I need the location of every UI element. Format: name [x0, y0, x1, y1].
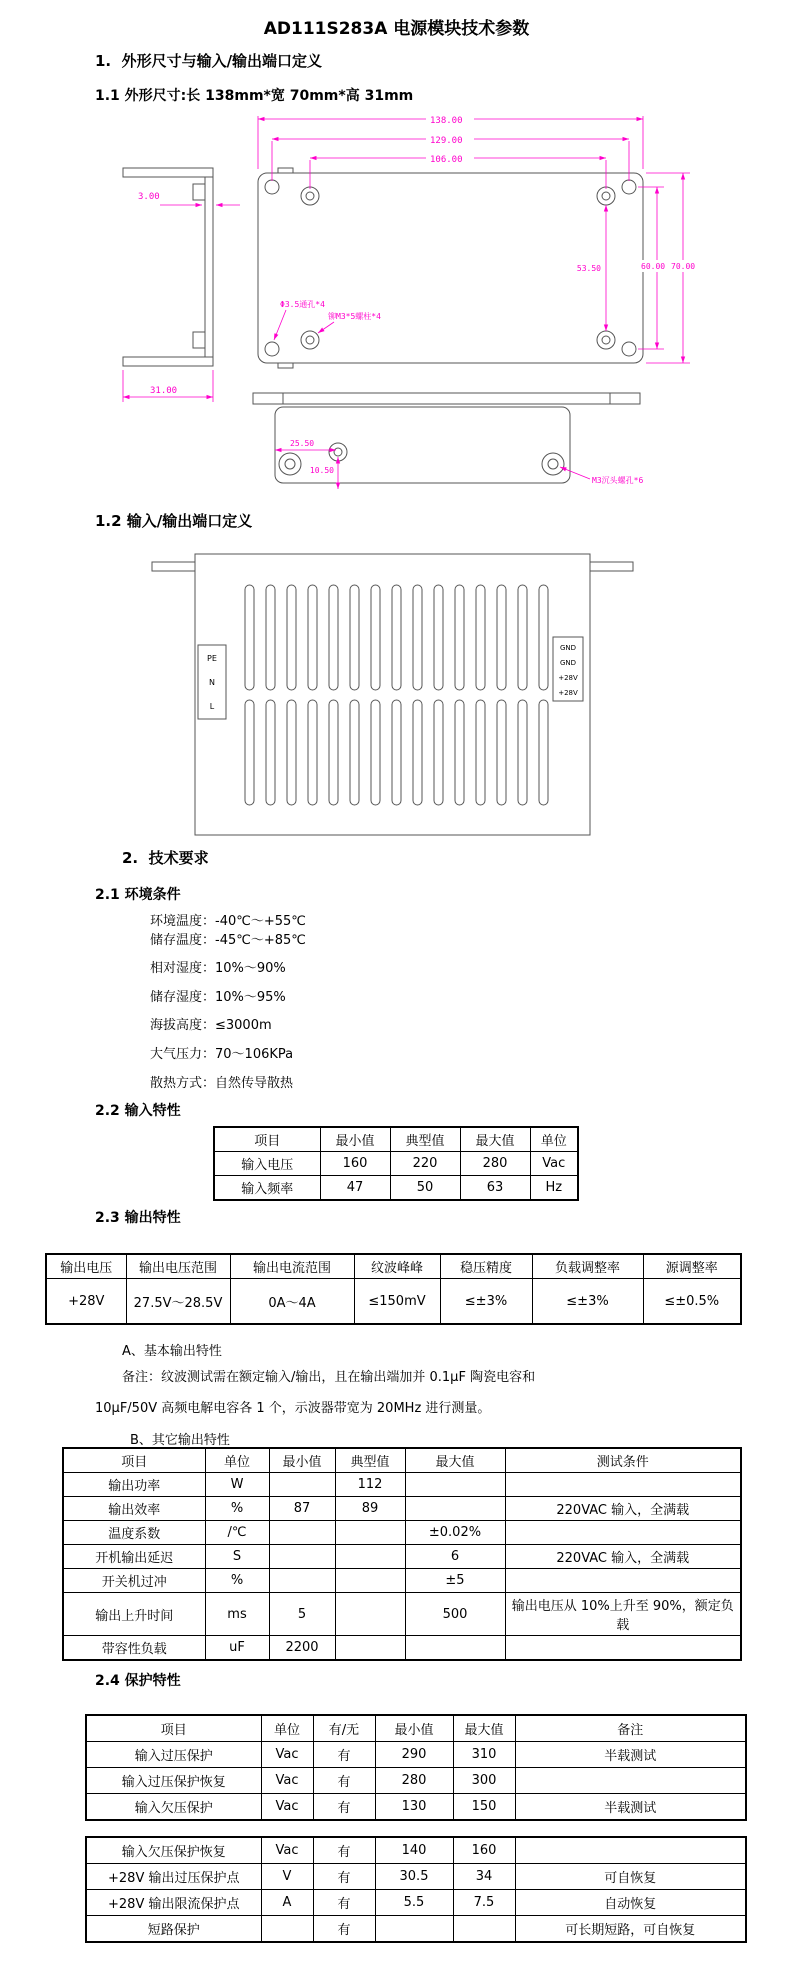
table-cell: ±5: [405, 1569, 505, 1593]
table-cell: 220VAC 输入，全满载: [505, 1545, 741, 1569]
table-header-cell: 最小值: [269, 1448, 335, 1473]
table-cell: 280: [460, 1152, 530, 1176]
side-view: [123, 168, 213, 366]
vent-slot: [287, 585, 296, 690]
table-cell: 140: [375, 1837, 453, 1864]
table-cell: [335, 1545, 405, 1569]
env-condition-line: 大气压力：70～106KPa: [150, 1047, 294, 1062]
table-cell: %: [205, 1569, 269, 1593]
vent-slot: [413, 585, 422, 690]
section-2-heading: 2. 技术要求: [122, 849, 209, 867]
vent-slot: [266, 700, 275, 805]
table-cell: [375, 1916, 453, 1943]
vent-slot: [434, 585, 443, 690]
vent-slot: [434, 700, 443, 805]
table-header-cell: 负载调整率: [532, 1254, 643, 1279]
table-cell: 6: [405, 1545, 505, 1569]
vent-slot: [392, 585, 401, 690]
dim-3: 3.00: [138, 192, 160, 202]
vent-slot: [245, 700, 254, 805]
table-cell: 输出效率: [63, 1497, 205, 1521]
table-cell: 160: [453, 1837, 515, 1864]
table-cell: 输入频率: [214, 1176, 320, 1201]
table-header-cell: 输出电流范围: [230, 1254, 354, 1279]
section-2-4-heading: 2.4 保护特性: [95, 1673, 181, 1689]
table-cell: [405, 1497, 505, 1521]
table-cell: 输入过压保护恢复: [86, 1768, 261, 1794]
table-header-cell: 最大值: [460, 1127, 530, 1152]
vent-slot: [329, 700, 338, 805]
output-terminal-block: [553, 637, 583, 701]
table-cell: [515, 1837, 746, 1864]
vent-slot: [371, 585, 380, 690]
table-cell: 2200: [269, 1636, 335, 1661]
table-cell: 短路保护: [86, 1916, 261, 1943]
table-cell: +28V: [46, 1279, 126, 1325]
table-header-cell: 输出电压: [46, 1254, 126, 1279]
table-cell: [405, 1636, 505, 1661]
table-cell: V: [261, 1864, 313, 1890]
table-row: [86, 1837, 746, 1864]
table-cell: [335, 1593, 405, 1636]
table-cell: 半载测试: [515, 1742, 746, 1768]
table-cell: 输出上升时间: [63, 1593, 205, 1636]
table-header-cell: 项目: [63, 1448, 205, 1473]
section-1-1-heading: 1.1 外形尺寸:长 138mm*宽 70mm*高 31mm: [95, 88, 414, 104]
table-cell: Vac: [530, 1152, 578, 1176]
section-1-heading: 1. 外形尺寸与输入/输出端口定义: [95, 52, 323, 70]
table-cell: 50: [390, 1176, 460, 1201]
vent-slot: [518, 700, 527, 805]
note-a: A、基本输出特性: [122, 1344, 222, 1359]
port-label-gnd-2: GND: [559, 659, 577, 667]
section-1-2-heading: 1.2 输入/输出端口定义: [95, 512, 253, 530]
table-header-cell: 项目: [214, 1127, 320, 1152]
port-definition-drawing: [140, 545, 640, 845]
env-condition-line: 环境温度：-40℃～+55℃: [150, 914, 306, 929]
vent-slot: [413, 700, 422, 805]
table-header-cell: 最小值: [375, 1715, 453, 1742]
top-view-dimensions: [258, 113, 698, 363]
table-cell: 30.5: [375, 1864, 453, 1890]
table-header-cell: 备注: [515, 1715, 746, 1742]
table-row: [63, 1545, 741, 1569]
table-header-cell: 最小值: [320, 1127, 390, 1152]
table-cell: %: [205, 1497, 269, 1521]
vent-slot: [350, 585, 359, 690]
front-view: [253, 393, 640, 404]
env-condition-line: 储存温度：-45℃～+85℃: [150, 933, 306, 948]
vent-slot: [245, 585, 254, 690]
table-cell: 27.5V～28.5V: [126, 1279, 230, 1325]
table-cell: [505, 1473, 741, 1497]
dim-25-5: 25.50: [290, 439, 315, 448]
side-view-dimensions: [123, 192, 240, 402]
table-cell: [269, 1545, 335, 1569]
table-cell: ±0.02%: [405, 1521, 505, 1545]
vent-slot: [308, 700, 317, 805]
vent-slots: [245, 585, 548, 805]
vent-slot: [455, 700, 464, 805]
port-label-28v-1: +28V: [558, 674, 578, 682]
table-header-cell: 典型值: [335, 1448, 405, 1473]
table-cell: 带容性负载: [63, 1636, 205, 1661]
input-characteristics-table: [213, 1126, 579, 1201]
table-cell: 89: [335, 1497, 405, 1521]
dim-53-5: 53.50: [576, 264, 601, 273]
table-cell: Vac: [261, 1794, 313, 1821]
table-cell: [505, 1636, 741, 1661]
vent-slot: [539, 585, 548, 690]
table-cell: S: [205, 1545, 269, 1569]
table-header-cell: 源调整率: [643, 1254, 741, 1279]
vent-slot: [518, 585, 527, 690]
table-row: [63, 1521, 741, 1545]
stud-label: 铆M3*5螺柱*4: [328, 312, 381, 321]
table-header-cell: 单位: [205, 1448, 269, 1473]
other-output-characteristics-table: [62, 1447, 742, 1661]
remark-line-1: 备注：纹波测试需在额定输入/输出，且在输出端加并 0.1μF 陶瓷电容和: [122, 1370, 536, 1385]
table-cell: +28V 输出过压保护点: [86, 1864, 261, 1890]
table-cell: 47: [320, 1176, 390, 1201]
table-row: [214, 1152, 578, 1176]
table-cell: [335, 1636, 405, 1661]
table-cell: 310: [453, 1742, 515, 1768]
table-cell: Hz: [530, 1176, 578, 1201]
table-cell: 63: [460, 1176, 530, 1201]
section-2-1-heading: 2.1 环境条件: [95, 887, 181, 903]
table-header-cell: 项目: [86, 1715, 261, 1742]
table-header-cell: 最大值: [405, 1448, 505, 1473]
vent-slot: [329, 585, 338, 690]
table-cell: [269, 1521, 335, 1545]
page-title: AD111S283A 电源模块技术参数: [263, 19, 530, 39]
vent-slot: [476, 585, 485, 690]
section-2-2-heading: 2.2 输入特性: [95, 1103, 181, 1119]
table-cell: /℃: [205, 1521, 269, 1545]
table-cell: 5: [269, 1593, 335, 1636]
table-cell: 输入欠压保护恢复: [86, 1837, 261, 1864]
output-characteristics-table: [45, 1253, 742, 1325]
section-2-3-heading: 2.3 输出特性: [95, 1210, 181, 1226]
table-cell: 87: [269, 1497, 335, 1521]
vent-slot: [266, 585, 275, 690]
dim-31: 31.00: [150, 386, 178, 396]
dim-138: 138.00: [430, 116, 463, 126]
table-cell: 220: [390, 1152, 460, 1176]
env-condition-line: 散热方式：自然传导散热: [150, 1076, 294, 1091]
protection-characteristics-table-1: [85, 1714, 747, 1821]
table-cell: 输入电压: [214, 1152, 320, 1176]
dim-10-5: 10.50: [309, 466, 334, 475]
port-label-28v-2: +28V: [558, 689, 578, 697]
table-cell: 150: [453, 1794, 515, 1821]
vent-slot: [392, 700, 401, 805]
table-header-cell: 最大值: [453, 1715, 515, 1742]
table-cell: 112: [335, 1473, 405, 1497]
vent-slot: [476, 700, 485, 805]
table-cell: 0A～4A: [230, 1279, 354, 1325]
table-cell: 300: [453, 1768, 515, 1794]
table-cell: 输出功率: [63, 1473, 205, 1497]
table-cell: [269, 1473, 335, 1497]
table-cell: 220VAC 输入，全满载: [505, 1497, 741, 1521]
env-condition-line: 海拔高度：≤3000m: [150, 1018, 272, 1033]
table-cell: ≤±0.5%: [643, 1279, 741, 1325]
table-row: [86, 1890, 746, 1916]
table-cell: [335, 1521, 405, 1545]
table-row: [63, 1497, 741, 1521]
table-cell: 有: [313, 1890, 375, 1916]
table-cell: A: [261, 1890, 313, 1916]
outline-dimension-drawing: [90, 105, 790, 500]
dim-70: 70.00: [671, 262, 696, 271]
table-cell: 有: [313, 1837, 375, 1864]
table-cell: ≤±3%: [440, 1279, 532, 1325]
table-row: [86, 1794, 746, 1821]
dim-60: 60.00: [641, 262, 666, 271]
remark-line-2: 10μF/50V 高频电解电容各 1 个，示波器带宽为 20MHz 进行测量。: [95, 1401, 491, 1416]
vent-slot: [539, 700, 548, 805]
table-cell: [505, 1569, 741, 1593]
table-cell: 有: [313, 1794, 375, 1821]
note-b: B、其它输出特性: [130, 1433, 230, 1448]
table-cell: +28V 输出限流保护点: [86, 1890, 261, 1916]
table-cell: 可自恢复: [515, 1864, 746, 1890]
table-cell: [261, 1916, 313, 1943]
table-cell: 290: [375, 1742, 453, 1768]
table-cell: [335, 1569, 405, 1593]
protection-characteristics-table-2: [85, 1836, 747, 1943]
vent-slot: [497, 585, 506, 690]
port-label-l: L: [209, 702, 215, 711]
input-terminal-block: [198, 645, 226, 719]
table-cell: 可长期短路，可自恢复: [515, 1916, 746, 1943]
table-cell: [505, 1521, 741, 1545]
table-cell: 34: [453, 1864, 515, 1890]
table-cell: 有: [313, 1742, 375, 1768]
table-cell: [405, 1473, 505, 1497]
table-header-cell: 测试条件: [505, 1448, 741, 1473]
table-cell: 开机输出延迟: [63, 1545, 205, 1569]
table-cell: 有: [313, 1916, 375, 1943]
table-cell: ≤±3%: [532, 1279, 643, 1325]
table-cell: 半载测试: [515, 1794, 746, 1821]
table-row: [214, 1176, 578, 1201]
table-cell: 输出电压从 10%上升至 90%，额定负载: [505, 1593, 741, 1636]
table-cell: uF: [205, 1636, 269, 1661]
table-cell: ms: [205, 1593, 269, 1636]
table-header-cell: 输出电压范围: [126, 1254, 230, 1279]
vent-slot: [287, 700, 296, 805]
table-row: [63, 1593, 741, 1636]
table-header-cell: 单位: [261, 1715, 313, 1742]
table-row: [63, 1569, 741, 1593]
table-cell: 130: [375, 1794, 453, 1821]
table-cell: Vac: [261, 1768, 313, 1794]
table-cell: 有: [313, 1768, 375, 1794]
env-condition-line: 储存湿度：10%～95%: [150, 990, 286, 1005]
table-row: [63, 1636, 741, 1661]
table-cell: ≤150mV: [354, 1279, 440, 1325]
table-cell: 160: [320, 1152, 390, 1176]
countersunk-screw-label: M3沉头螺孔*6: [592, 476, 644, 485]
table-cell: 输入过压保护: [86, 1742, 261, 1768]
table-header-cell: 稳压精度: [440, 1254, 532, 1279]
table-row: [86, 1742, 746, 1768]
table-cell: W: [205, 1473, 269, 1497]
table-cell: 开关机过冲: [63, 1569, 205, 1593]
through-hole-label: Φ3.5通孔*4: [280, 300, 325, 309]
vent-slot: [497, 700, 506, 805]
vent-slot: [350, 700, 359, 805]
table-cell: Vac: [261, 1837, 313, 1864]
dim-129: 129.00: [430, 136, 463, 146]
table-row: [86, 1916, 746, 1943]
table-cell: [515, 1768, 746, 1794]
table-header-cell: 有/无: [313, 1715, 375, 1742]
table-header-cell: 典型值: [390, 1127, 460, 1152]
table-header-cell: 单位: [530, 1127, 578, 1152]
vent-slot: [455, 585, 464, 690]
table-row: [63, 1473, 741, 1497]
table-cell: [453, 1916, 515, 1943]
table-cell: 有: [313, 1864, 375, 1890]
table-cell: 温度系数: [63, 1521, 205, 1545]
table-row: [46, 1279, 741, 1325]
env-condition-line: 相对湿度：10%～90%: [150, 961, 286, 976]
table-cell: Vac: [261, 1742, 313, 1768]
table-row: [86, 1768, 746, 1794]
port-label-n: N: [209, 678, 215, 687]
table-cell: 7.5: [453, 1890, 515, 1916]
table-cell: [269, 1569, 335, 1593]
vent-slot: [371, 700, 380, 805]
table-cell: 自动恢复: [515, 1890, 746, 1916]
table-cell: 5.5: [375, 1890, 453, 1916]
vent-slot: [308, 585, 317, 690]
port-label-gnd-1: GND: [559, 644, 577, 652]
table-cell: 280: [375, 1768, 453, 1794]
port-label-pe: PE: [207, 654, 217, 663]
table-header-cell: 纹波峰峰: [354, 1254, 440, 1279]
table-cell: 输入欠压保护: [86, 1794, 261, 1821]
table-row: [86, 1864, 746, 1890]
dim-106: 106.00: [430, 155, 463, 165]
table-cell: 500: [405, 1593, 505, 1636]
